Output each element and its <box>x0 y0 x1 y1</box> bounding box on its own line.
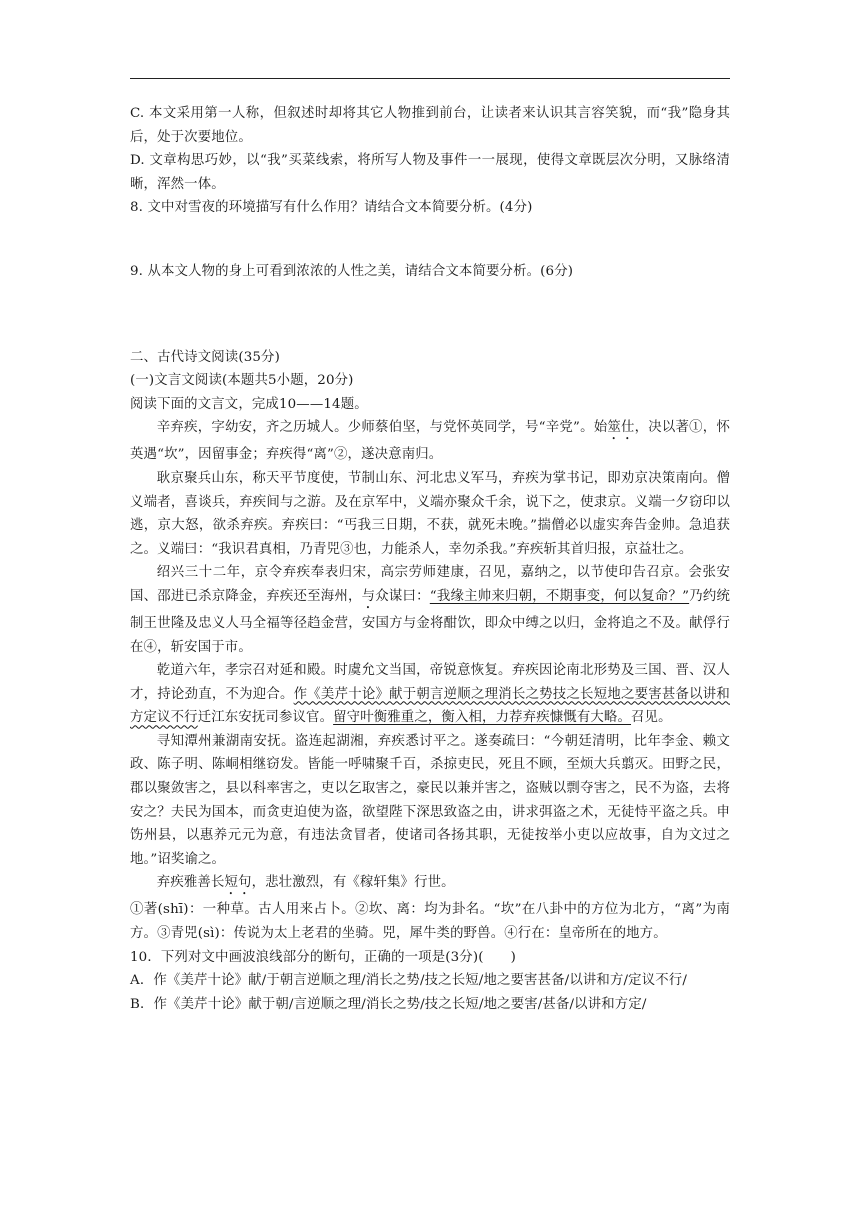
section-title: 二、古代诗文阅读(35分) <box>130 349 280 365</box>
emphasized-term: 短句 <box>224 875 252 891</box>
wavy-underlined-text: 作《美芹十论》献于朝言逆顺之理消长之势技之长短地之要害甚备以讲和方定议不行 <box>130 686 730 726</box>
passage-paragraph-1: 辛弃疾，字幼安，齐之历城人。少师蔡伯坚，与党怀英同学，号“辛党”。始筮仕，决以著①，怀英遇“坎”，因留事金；弃疾得“离”②，遂决意南归。 <box>130 420 730 463</box>
answer-space-8 <box>130 220 730 260</box>
question-9: 9. 从本文人物的身上可看到浓浓的人性之美，请结合文本简要分析。(6分) <box>130 263 574 279</box>
passage-paragraph-3: 绍兴三十二年，京令弃疾奉表归宋，高宗劳师建康，召见，嘉纳之，以节使印告召京。会张安国、邵进已杀京降金，弃疾还至海州，与众谋曰：“我缘主帅来归朝，不期事变，何以复命？”乃约统制王世隆及忠义人马全福等径趋金营，安国方与金将酣饮，即众中缚之以归，金将追之不及。献俘行在④，斩安国于市。 <box>130 565 731 655</box>
passage-paragraph-5: 寻知潭州兼湖南安抚。盗连起湖湘，弃疾悉讨平之。遂奏疏曰：“今朝廷清明，比年李金、赖文政、陈子明、陈峒相继窃发。皆能一呼啸聚千百，杀掠吏民，死且不顾，至烦大兵翦灭。田野之民，郡以聚敛害之，县以科率害之，吏以乞取害之，豪民以兼并害之，盗贼以剽夺害之，民不为盗，去将安之？夫民为国本，而贪吏迫使为盗，欲望陛下深思致盗之由，讲求弭盗之术，无徒恃平盗之兵。申饬州县，以惠养元元为意，有违法贪冒者，使诸司各扬其职，无徒按举小吏以应故事，自为文过之地。”诏奖谕之。 <box>130 733 730 867</box>
passage-paragraph-4: 乾道六年，孝宗召对延和殿。时虞允文当国，帝锐意恢复。弃疾因论南北形势及三国、晋、汉人才，持论劲直，不为迎合。作《美芹十论》献于朝言逆顺之理消长之势技之长短地之要害甚备以讲和方定议不行迁江东安抚司参议官。留守叶衡雅重之，衡入相，力荐弃疾慷慨有大略。召见。 <box>130 663 730 726</box>
underlined-sentence: 留守叶衡雅重之，衡入相，力荐弃疾慷慨有大略。 <box>333 710 632 726</box>
passage-paragraph-2: 耿京聚兵山东，称天平节度使，节制山东、河北忠义军马，弃疾为掌书记，即劝京决策南向。僧义端者，喜谈兵，弃疾间与之游。及在京军中，义端亦聚众千余，说下之，使隶京。义端一夕窃印以逃，京大怒，欲杀弃疾。弃疾曰：“丐我三日期，不获，就死未晚。”揣僧必以虚实奔告金帅。急追获之。义端曰：“我识君真相，乃青兕③也，力能杀人，幸勿杀我。”弃疾斩其首归报，京益壮之。 <box>130 470 730 557</box>
section-subtitle: (一)文言文阅读(本题共5小题，20分) <box>130 373 354 389</box>
passage-paragraph-6: 弃疾雅善长短句，悲壮激烈，有《稼轩集》行世。 <box>156 875 455 891</box>
question-10-option-a: A．作《美芹十论》献/于朝言逆顺之理/消长之势/技之长短/地之要害甚备/以讲和方/定议不行/ <box>130 973 687 989</box>
emphasized-term: 与 <box>361 588 376 604</box>
underlined-sentence: “我缘主帅来归朝，不期事变，何以复命？” <box>429 588 690 604</box>
answer-space-9 <box>130 284 730 346</box>
option-d: D. 文章构思巧妙，以“我”买菜线索，将所写人物及事件一一展现，使得文章既层次分明，又脉络清晰，浑然一体。 <box>130 153 730 192</box>
footnotes: ①著(shī)：一种草。古人用来占卜。②坎、离：均为卦名。“坎”在八卦中的方位为北方，“离”为南方。③青兕(sì)：传说为太上老君的坐骑。兕，犀牛类的野兽。④行在：皇帝所在的地方。 <box>130 902 730 942</box>
document-body <box>130 102 730 1016</box>
question-8: 8. 文中对雪夜的环境描写有什么作用？请结合文本简要分析。(4分) <box>130 200 533 216</box>
header-rule <box>130 78 730 79</box>
question-10-stem: 10．下列对文中画波浪线部分的断句，正确的一项是(3分)( ) <box>130 949 517 965</box>
option-c: C. 本文采用第一人称，但叙述时却将其它人物推到前台，让读者来认识其言容笑貌，而“我”隐身其后，处于次要地位。 <box>130 106 730 145</box>
section-instruction: 阅读下面的文言文，完成10——14题。 <box>130 396 368 412</box>
emphasized-term: 筮仕 <box>607 420 635 436</box>
question-10-option-b: B．作《美芹十论》献于朝/言逆顺之理/消长之势/技之长短/地之要害/甚备/以讲和方定/ <box>130 996 647 1012</box>
